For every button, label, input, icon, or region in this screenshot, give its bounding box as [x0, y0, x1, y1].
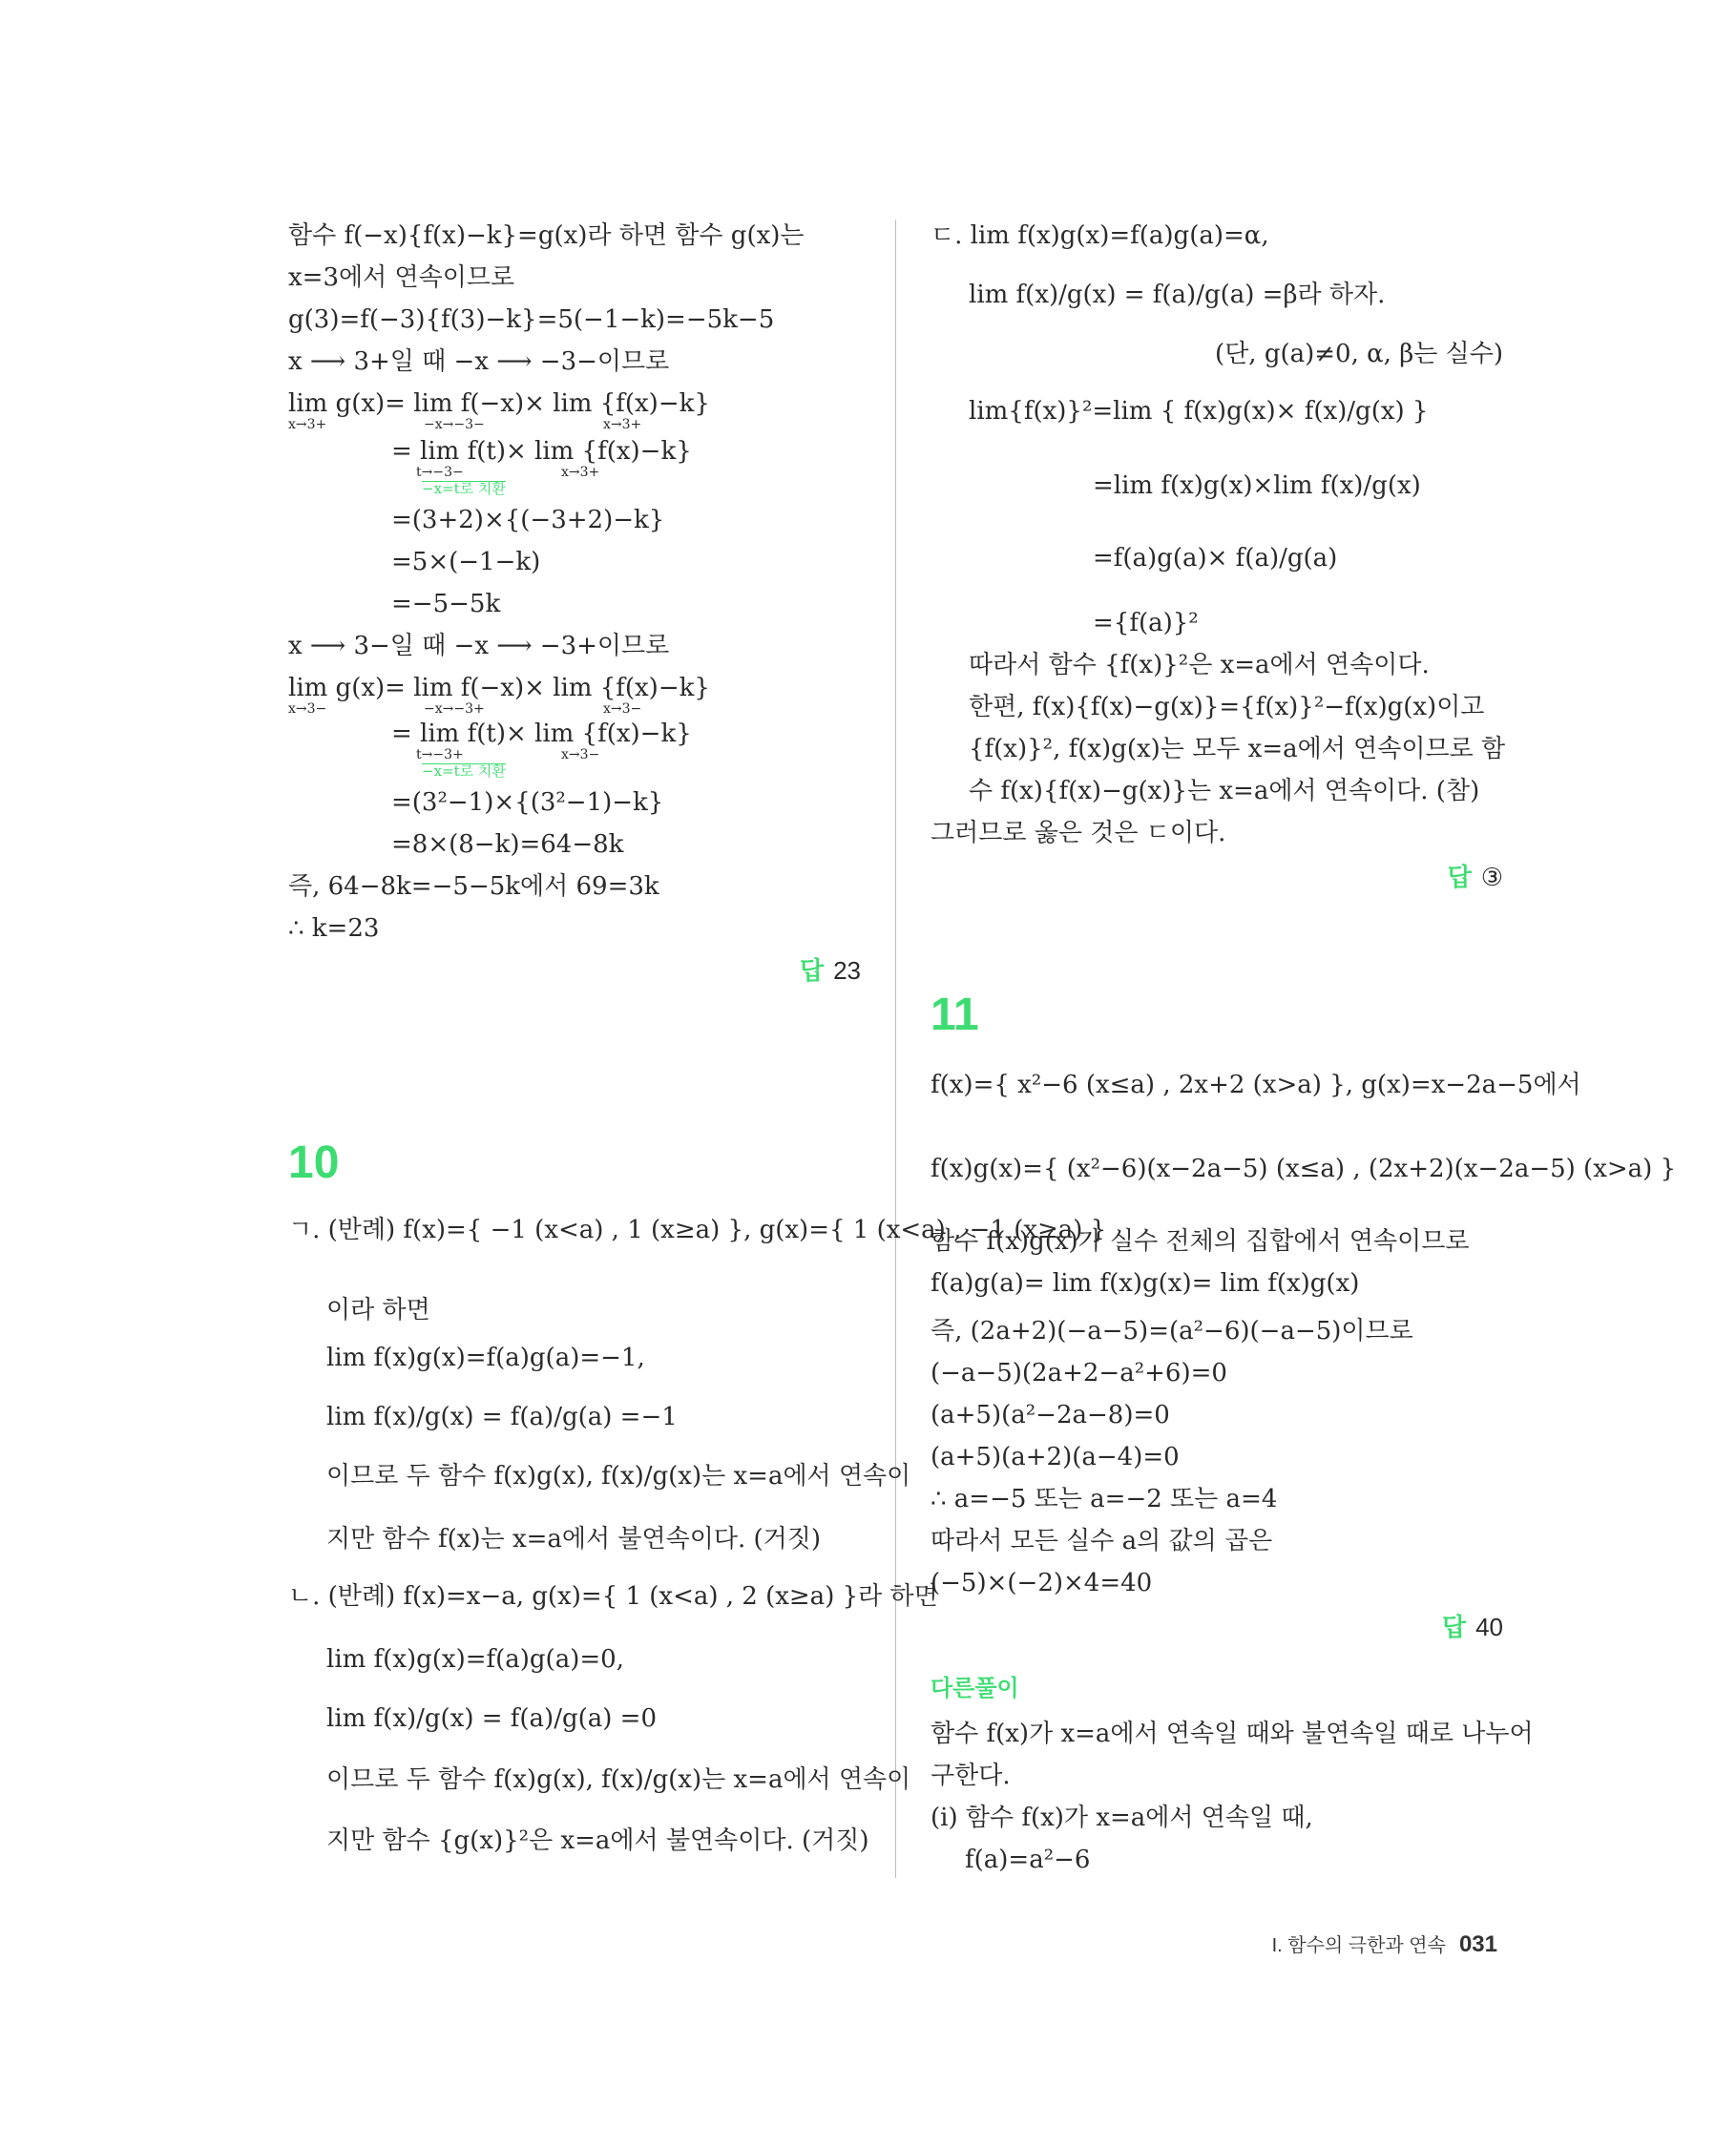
math-line: (−5)×(−2)×4=40 [931, 1569, 1153, 1597]
math-line: 즉, (2a+2)(−a−5)=(a²−6)(−a−5)이므로 [931, 1317, 1413, 1346]
substitution-note: −x=t로 치환 [422, 762, 506, 780]
text-line: 한편, f(x){f(x)−g(x)}={f(x)}²−f(x)g(x)이고 [969, 693, 1485, 721]
math-line: lim f(x)g(x)=f(a)g(a)=−1, [326, 1344, 645, 1372]
math-line: lim f(x)/g(x) = f(a)/g(a) =0 [326, 1704, 657, 1733]
answer-label: 답 [1447, 863, 1472, 891]
math-line: lim g(x)= lim f(−x)× lim {f(x)−k} [288, 674, 710, 702]
math-line: lim{f(x)}²=lim { f(x)g(x)× f(x)/g(x) } [969, 397, 1429, 426]
math-line: =f(a)g(a)× f(a)/g(a) [1093, 544, 1338, 573]
answer-value: 23 [833, 956, 861, 985]
problem-number: 11 [931, 990, 979, 1040]
math-line: =5×(−1−k) [391, 548, 541, 576]
answer [1442, 1615, 1503, 1639]
text-line: 지만 함수 f(x)는 x=a에서 불연속이다. (거짓) [326, 1525, 822, 1554]
text-line: ㄱ. (반례) f(x)={ −1 (x<a) , 1 (x≥a) }, g(x)={ 1 (x<a) , −1 (x≥a) } [288, 1216, 1107, 1244]
math-line: lim f(x)/g(x) = f(a)/g(a) =−1 [326, 1403, 678, 1431]
text-line: ∴ k=23 [288, 914, 380, 943]
text-line: 수 f(x){f(x)−g(x)}는 x=a에서 연속이다. (참) [969, 777, 1480, 805]
text-line: ∴ a=−5 또는 a=−2 또는 a=4 [931, 1485, 1278, 1513]
math-line: lim f(x)g(x)=f(a)g(a)=0, [326, 1645, 624, 1674]
limit-subscript: −x→−3+ [424, 701, 485, 717]
text-line: 이라 하면 [326, 1296, 430, 1325]
text-line: 따라서 함수 {f(x)}²은 x=a에서 연속이다. [969, 651, 1430, 679]
limit-subscript: t→−3+ [416, 747, 464, 762]
condition-line: (단, g(a)≠0, α, β는 실수) [1215, 340, 1503, 368]
answer-label: 답 [799, 956, 825, 985]
text-line: 이므로 두 함수 f(x)g(x), f(x)/g(x)는 x=a에서 연속이 [326, 1765, 911, 1794]
math-line: f(a)g(a)= lim f(x)g(x)= lim f(x)g(x) [931, 1269, 1360, 1298]
limit-subscript: t→−3− [416, 465, 464, 480]
text-line: x ⟶ 3+일 때 −x ⟶ −3−이므로 [288, 347, 670, 376]
page-number: 031 [1458, 1931, 1497, 1957]
chapter-title: I. 함수의 극한과 연속 [1271, 1935, 1446, 1956]
alternative-solution-title: 다른풀이 [931, 1676, 1019, 1701]
text-line: 지만 함수 {g(x)}²은 x=a에서 불연속이다. (거짓) [326, 1826, 869, 1855]
math-line: =−5−5k [391, 590, 501, 618]
text-line: 함수 f(−x){f(x)−k}=g(x)라 하면 함수 g(x)는 [288, 221, 805, 250]
text-line: 구한다. [931, 1762, 1011, 1790]
page-footer [1272, 1930, 1497, 1958]
math-line: ={f(a)}² [1093, 609, 1199, 637]
text-line: 함수 f(x)g(x)가 실수 전체의 집합에서 연속이므로 [931, 1227, 1470, 1256]
column-divider [895, 219, 896, 1878]
limit-subscript: x→3− [288, 701, 327, 717]
math-line: f(x)={ x²−6 (x≤a) , 2x+2 (x>a) }, g(x)=x−2a−5에서 [931, 1071, 1581, 1099]
answer-label: 답 [1441, 1613, 1467, 1641]
math-line: = lim f(t)× lim {f(x)−k} [391, 720, 692, 748]
text-line: 따라서 모든 실수 a의 값의 곱은 [931, 1527, 1273, 1555]
text-line: 그러므로 옳은 것은 ㄷ이다. [931, 819, 1226, 847]
limit-subscript: x→3+ [288, 417, 327, 432]
text-line: g(3)=f(−3){f(3)−k}=5(−1−k)=−5k−5 [288, 305, 775, 334]
text-line: x ⟶ 3−일 때 −x ⟶ −3+이므로 [288, 632, 670, 660]
text-line: {f(x)}², f(x)g(x)는 모두 x=a에서 연속이므로 함 [969, 735, 1506, 763]
answer [1448, 865, 1503, 889]
text-line: x=3에서 연속이므로 [288, 263, 515, 292]
math-line: (a+5)(a+2)(a−4)=0 [931, 1443, 1180, 1471]
limit-subscript: −x→−3− [424, 417, 485, 432]
limit-subscript: x→3− [603, 701, 642, 717]
answer-value: 40 [1475, 1613, 1503, 1641]
math-line: (a+5)(a²−2a−8)=0 [931, 1401, 1170, 1429]
math-line: lim g(x)= lim f(−x)× lim {f(x)−k} [288, 389, 710, 418]
text-line: 이므로 두 함수 f(x)g(x), f(x)/g(x)는 x=a에서 연속이 [326, 1462, 911, 1491]
math-line: f(a)=a²−6 [965, 1846, 1091, 1874]
math-line: ㄷ. lim f(x)g(x)=f(a)g(a)=α, [931, 221, 1269, 250]
math-line: =lim f(x)g(x)×lim f(x)/g(x) [1093, 471, 1421, 500]
text-line: 즉, 64−8k=−5−5k에서 69=3k [288, 872, 659, 901]
limit-subscript: x→3+ [603, 417, 642, 432]
limit-subscript: x→3− [561, 747, 600, 762]
math-line: =(3²−1)×{(3²−1)−k} [391, 788, 664, 817]
problem-number: 10 [288, 1137, 340, 1188]
math-line: =8×(8−k)=64−8k [391, 830, 624, 859]
limit-subscript: x→3+ [561, 465, 600, 480]
substitution-note: −x=t로 치환 [422, 480, 506, 497]
text-line: 함수 f(x)가 x=a에서 연속일 때와 불연속일 때로 나누어 [931, 1720, 1534, 1748]
text-line: ㄴ. (반례) f(x)=x−a, g(x)={ 1 (x<a) , 2 (x≥a) }라 하면 [288, 1582, 938, 1611]
answer-value: ③ [1480, 863, 1503, 891]
text-line: (i) 함수 f(x)가 x=a에서 연속일 때, [931, 1804, 1313, 1832]
math-line: (−a−5)(2a+2−a²+6)=0 [931, 1359, 1227, 1387]
math-line: =(3+2)×{(−3+2)−k} [391, 506, 665, 534]
math-line: = lim f(t)× lim {f(x)−k} [391, 437, 692, 466]
answer [800, 958, 861, 983]
math-line: f(x)g(x)={ (x²−6)(x−2a−5) (x≤a) , (2x+2)(x−2a−5) (x>a) } [931, 1155, 1677, 1183]
math-line: lim f(x)/g(x) = f(a)/g(a) =β라 하자. [969, 281, 1386, 309]
